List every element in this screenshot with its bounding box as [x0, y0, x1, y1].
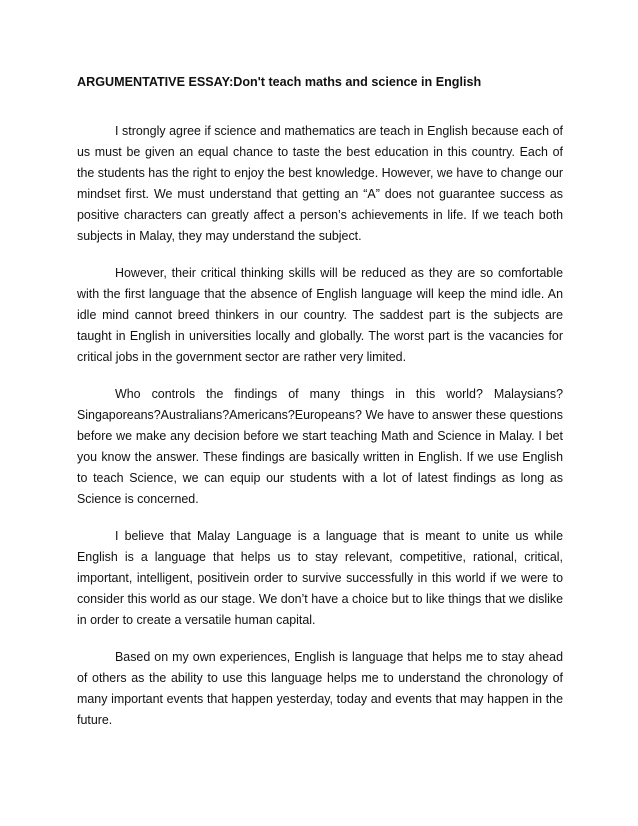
essay-paragraph-3: Who controls the findings of many things in this world? Malaysians?Singaporeans?Australians?Americans?Europeans? We have to answer these questions before we make any decision before we start teaching Math and Science in Malay. I bet you know the answer. These findings are basically written in English. If we use English to teach Science, we can equip our students with a lot of latest findings as long as Science is concerned.: [77, 386, 563, 506]
essay-paragraph-1: I strongly agree if science and mathematics are teach in English because each of us must be given an equal chance to taste the best education in this country. Each of the students has the right to enjoy the best knowledge. However, we have to change our mindset first. We must understand that getting an “A” does not guarantee success as positive characters can greatly affect a person’s achievements in life. If we teach both subjects in Malay, they may understand the subject.: [77, 124, 563, 243]
essay-body: [77, 121, 563, 747]
essay-title: ARGUMENTATIVE ESSAY:Don't teach maths and science in English: [77, 75, 482, 89]
essay-paragraph-5: Based on my own experiences, English is language that helps me to stay ahead of others as the ability to use this language helps me to understand the chronology of many important events that happen yesterday, today and events that may happen in the future.: [77, 649, 563, 727]
essay-paragraph-4: I believe that Malay Language is a language that is meant to unite us while English is a language that helps us to stay relevant, competitive, rational, critical, important, intelligent, positivein order to survive successfully in this world if we were to consider this world as our stage. We don’t have a choice but to like things that we dislike in order to create a versatile human capital.: [77, 528, 563, 627]
essay-paragraph-2: However, their critical thinking skills will be reduced as they are so comfortable with the first language that the absence of English language will keep the mind idle. An idle mind cannot breed thinkers in our country. The saddest part is the subjects are taught in English in universities locally and globally. The worst part is the vacancies for critical jobs in the government sector are rather very limited.: [77, 265, 563, 364]
